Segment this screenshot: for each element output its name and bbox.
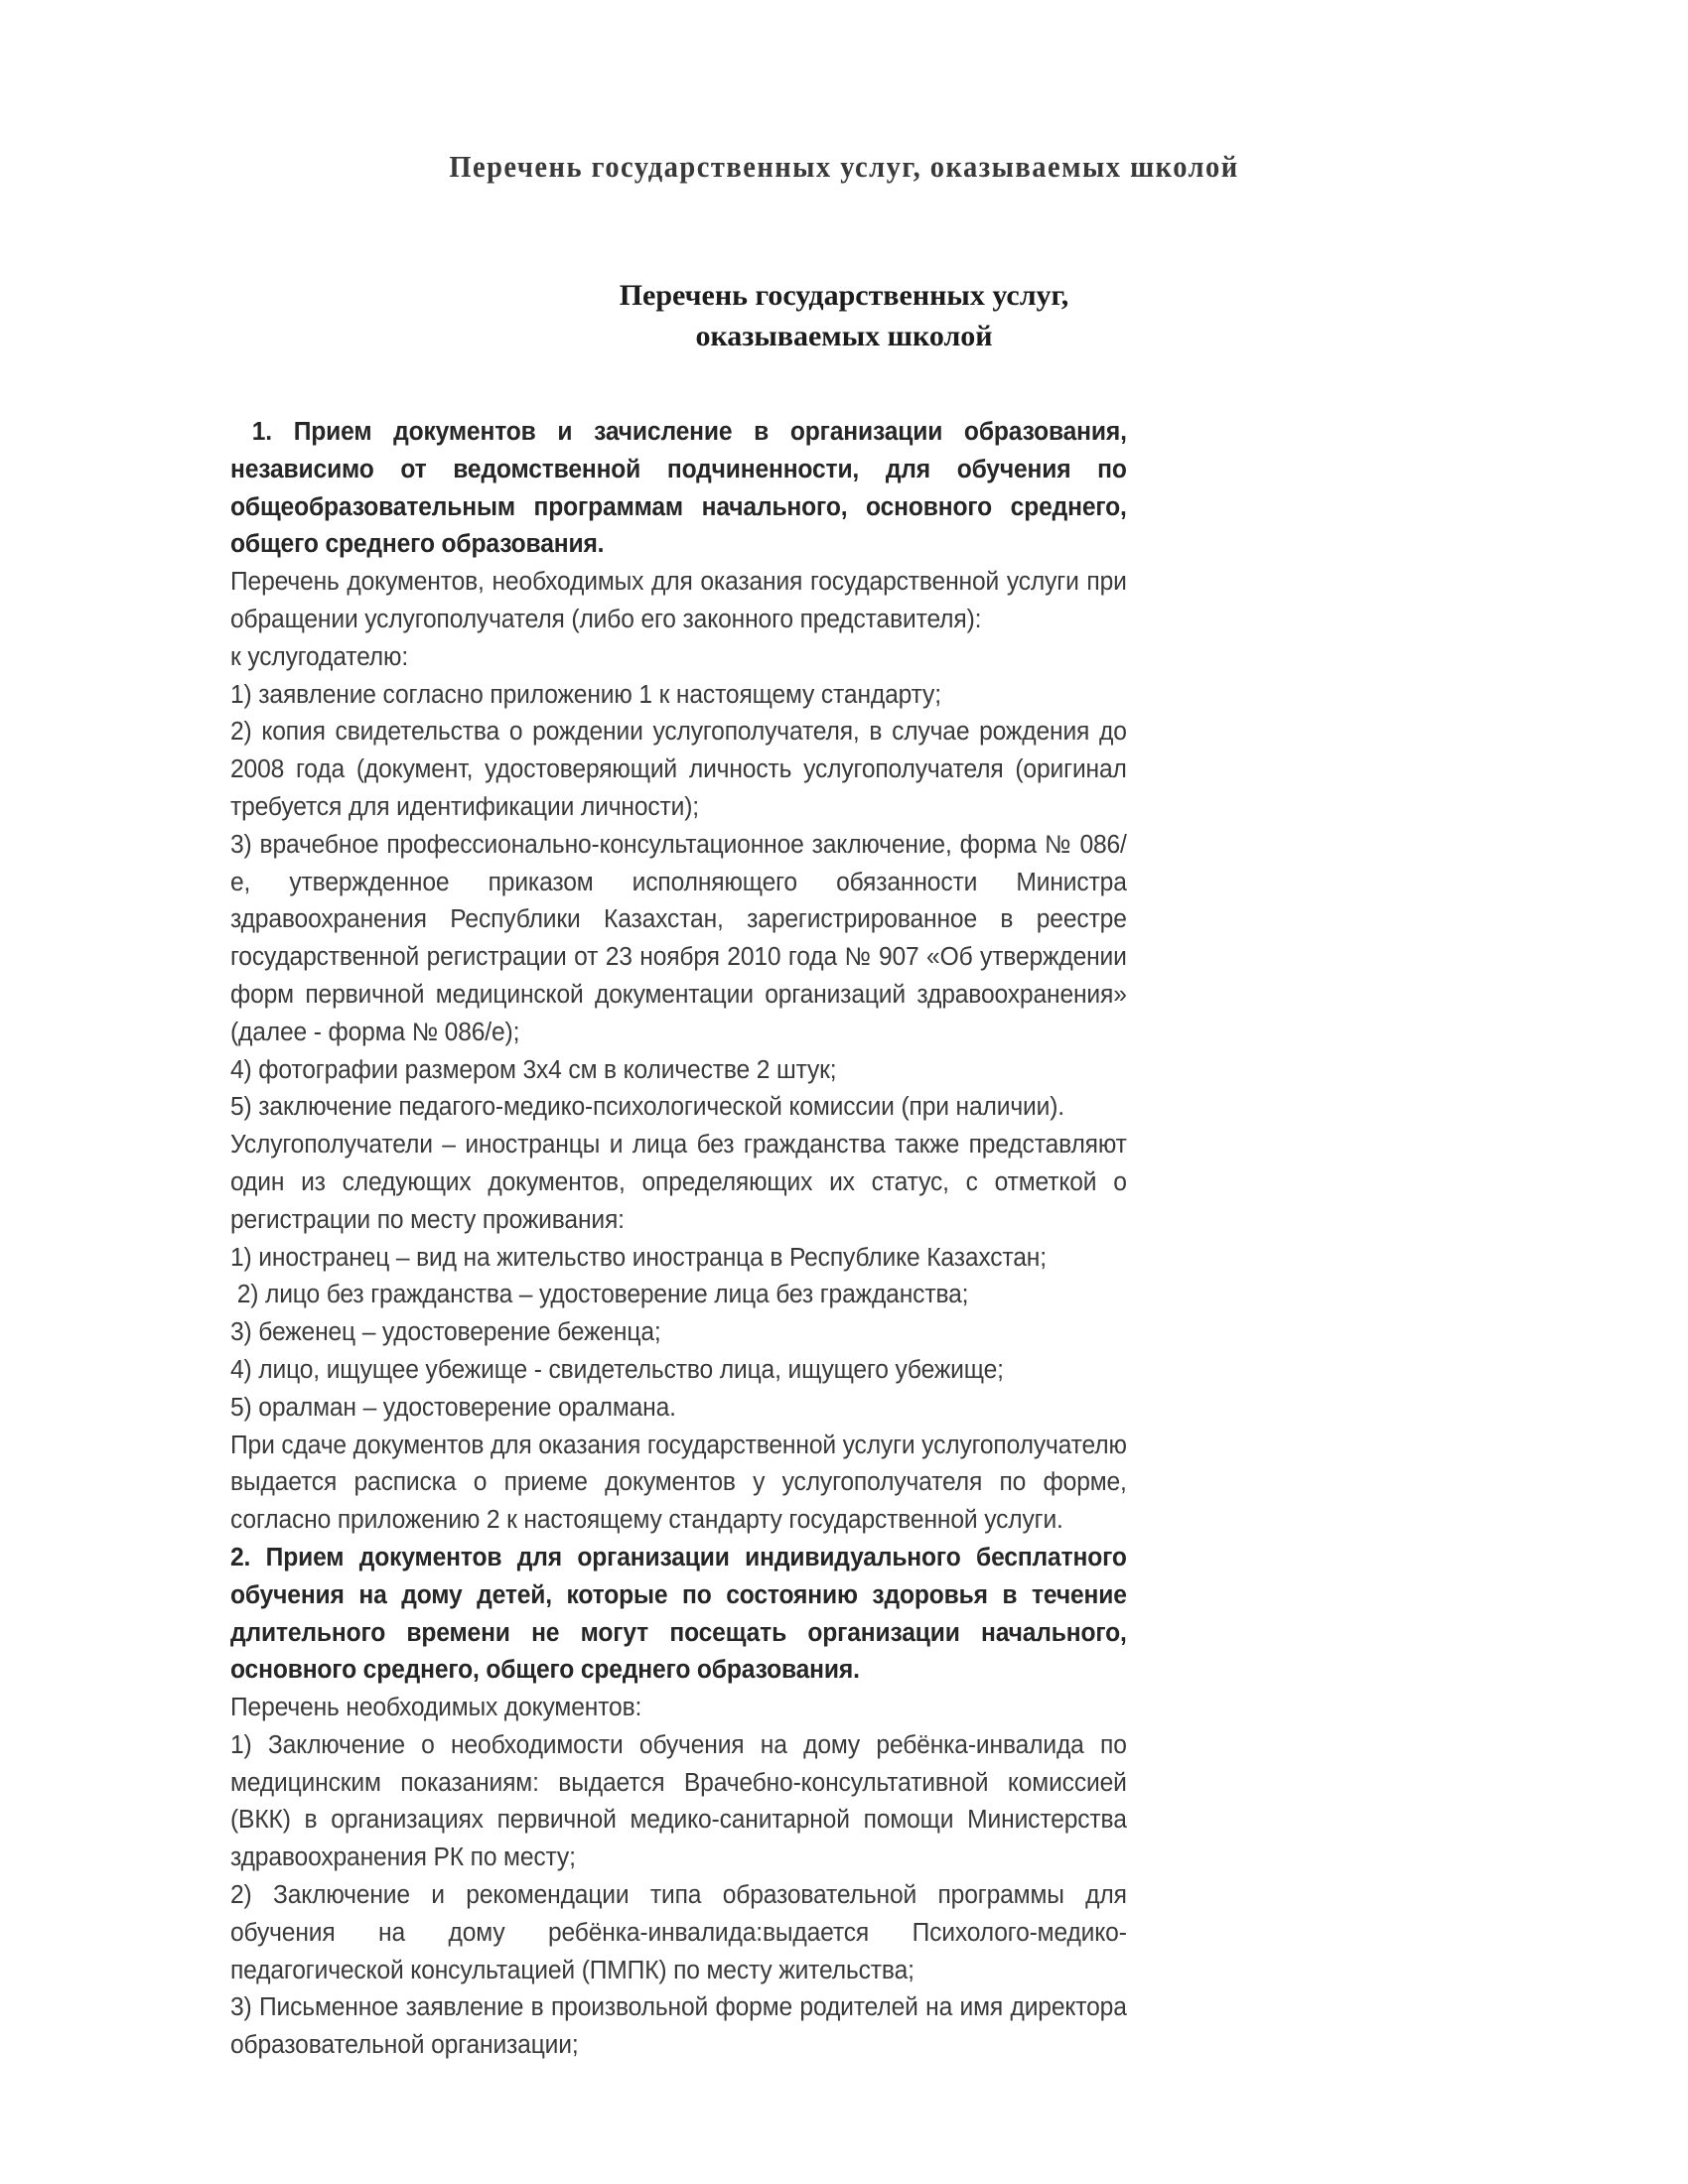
paragraph-p5-item-2: 2) копия свидетельства о рождении услугополучателя, в случае рождения до 2008 года (документ, удостоверяющий личность услугополучателя (оригинал требуется для идентификации личности);	[230, 718, 1134, 821]
paragraph-p19-doc-2: 2) Заключение и рекомендации типа образовательной программы для обучения на дому ребёнка-инвалида:выдается Психолого-медико-педагогической консультацией (ПМПК) по месту жительства;	[230, 1881, 1134, 1984]
paragraph-p14-status-5: 5) оралман – удостоверение оралмана.	[230, 1393, 676, 1422]
paragraph-p20-doc-3: 3) Письменное заявление в произвольной форме родителей на имя директора образовательной организации;	[230, 1993, 1134, 2060]
paragraph-p12-status-3: 3) беженец – удостоверение беженца;	[230, 1318, 661, 1347]
paragraph-p15-receipt: При сдаче документов для оказания государственной услуги услугополучателю выдается расписка о приеме документов у услугополучателя по форме, согласно приложению 2 к настоящему стандарту государственной услуги.	[230, 1431, 1134, 1535]
paragraph-p11-status-2: 2) лицо без гражданства – удостоверение лица без гражданства;	[230, 1281, 969, 1309]
paragraph-p17-required-docs: Перечень необходимых документов:	[230, 1694, 642, 1722]
document-subheading	[0, 275, 1688, 356]
paragraph-p18-doc-1: 1) Заключение о необходимости обучения на дому ребёнка-инвалида по медицинским показаниям: выдается Врачебно-консультативной комиссией (ВКК) в организациях первичной медико-санитарной помощи Министерства здравоохранения РК по месту;	[230, 1730, 1134, 1872]
subheading-line-1: Перечень государственных услуг,	[619, 279, 1069, 312]
paragraph-p4-item-1: 1) заявление согласно приложению 1 к настоящему стандарту;	[230, 680, 941, 709]
paragraph-p1-section1-heading: 1. Прием документов и зачисление в организации образования, независимо от ведомственной подчиненности, для обучения по общеобразовательным программам начального, основного среднего, общего среднего образования.	[230, 418, 1134, 559]
paragraph-p6-item-3: 3) врачебное профессионально-консультационное заключение, форма № 086/е, утвержденное приказом исполняющего обязанности Министра здравоохранения Республики Казахстан, зарегистрированное в реестре государственной регистрации от 23 ноября 2010 года № 907 «Об утверждении форм первичной медицинской документации организаций здравоохранения» (далее - форма № 086/е);	[230, 830, 1134, 1046]
paragraph-p16-section2-heading: 2. Прием документов для организации индивидуального бесплатного обучения на дому детей, которые по состоянию здоровья в течение длительного времени не могут посещать организации начального, основного среднего, общего среднего образования.	[230, 1543, 1134, 1685]
document-body	[230, 414, 1134, 2065]
paragraph-p13-status-4: 4) лицо, ищущее убежище - свидетельство лица, ищущего убежище;	[230, 1355, 1004, 1384]
paragraph-p7-item-4: 4) фотографии размером 3х4 см в количестве 2 штук;	[230, 1055, 837, 1084]
document-title: Перечень государственных услуг, оказываемых школой	[449, 149, 1239, 184]
paragraph-p8-item-5: 5) заключение педагого-медико-психологической комиссии (при наличии).	[230, 1093, 1064, 1122]
paragraph-p2-required-docs-intro: Перечень документов, необходимых для оказания государственной услуги при обращении услугополучателя (либо его законного представителя):	[230, 568, 1134, 633]
paragraph-p3-to-provider: к услугодателю:	[230, 642, 409, 671]
subheading-line-2: оказываемых школой	[695, 320, 993, 352]
paragraph-p9-foreigners-intro: Услугополучатели – иностранцы и лица без гражданства также представляют один из следующих документов, определяющих их статус, с отметкой о регистрации по месту проживания:	[230, 1131, 1134, 1234]
paragraph-p10-status-1: 1) иностранец – вид на жительство иностранца в Республике Казахстан;	[230, 1243, 1047, 1272]
